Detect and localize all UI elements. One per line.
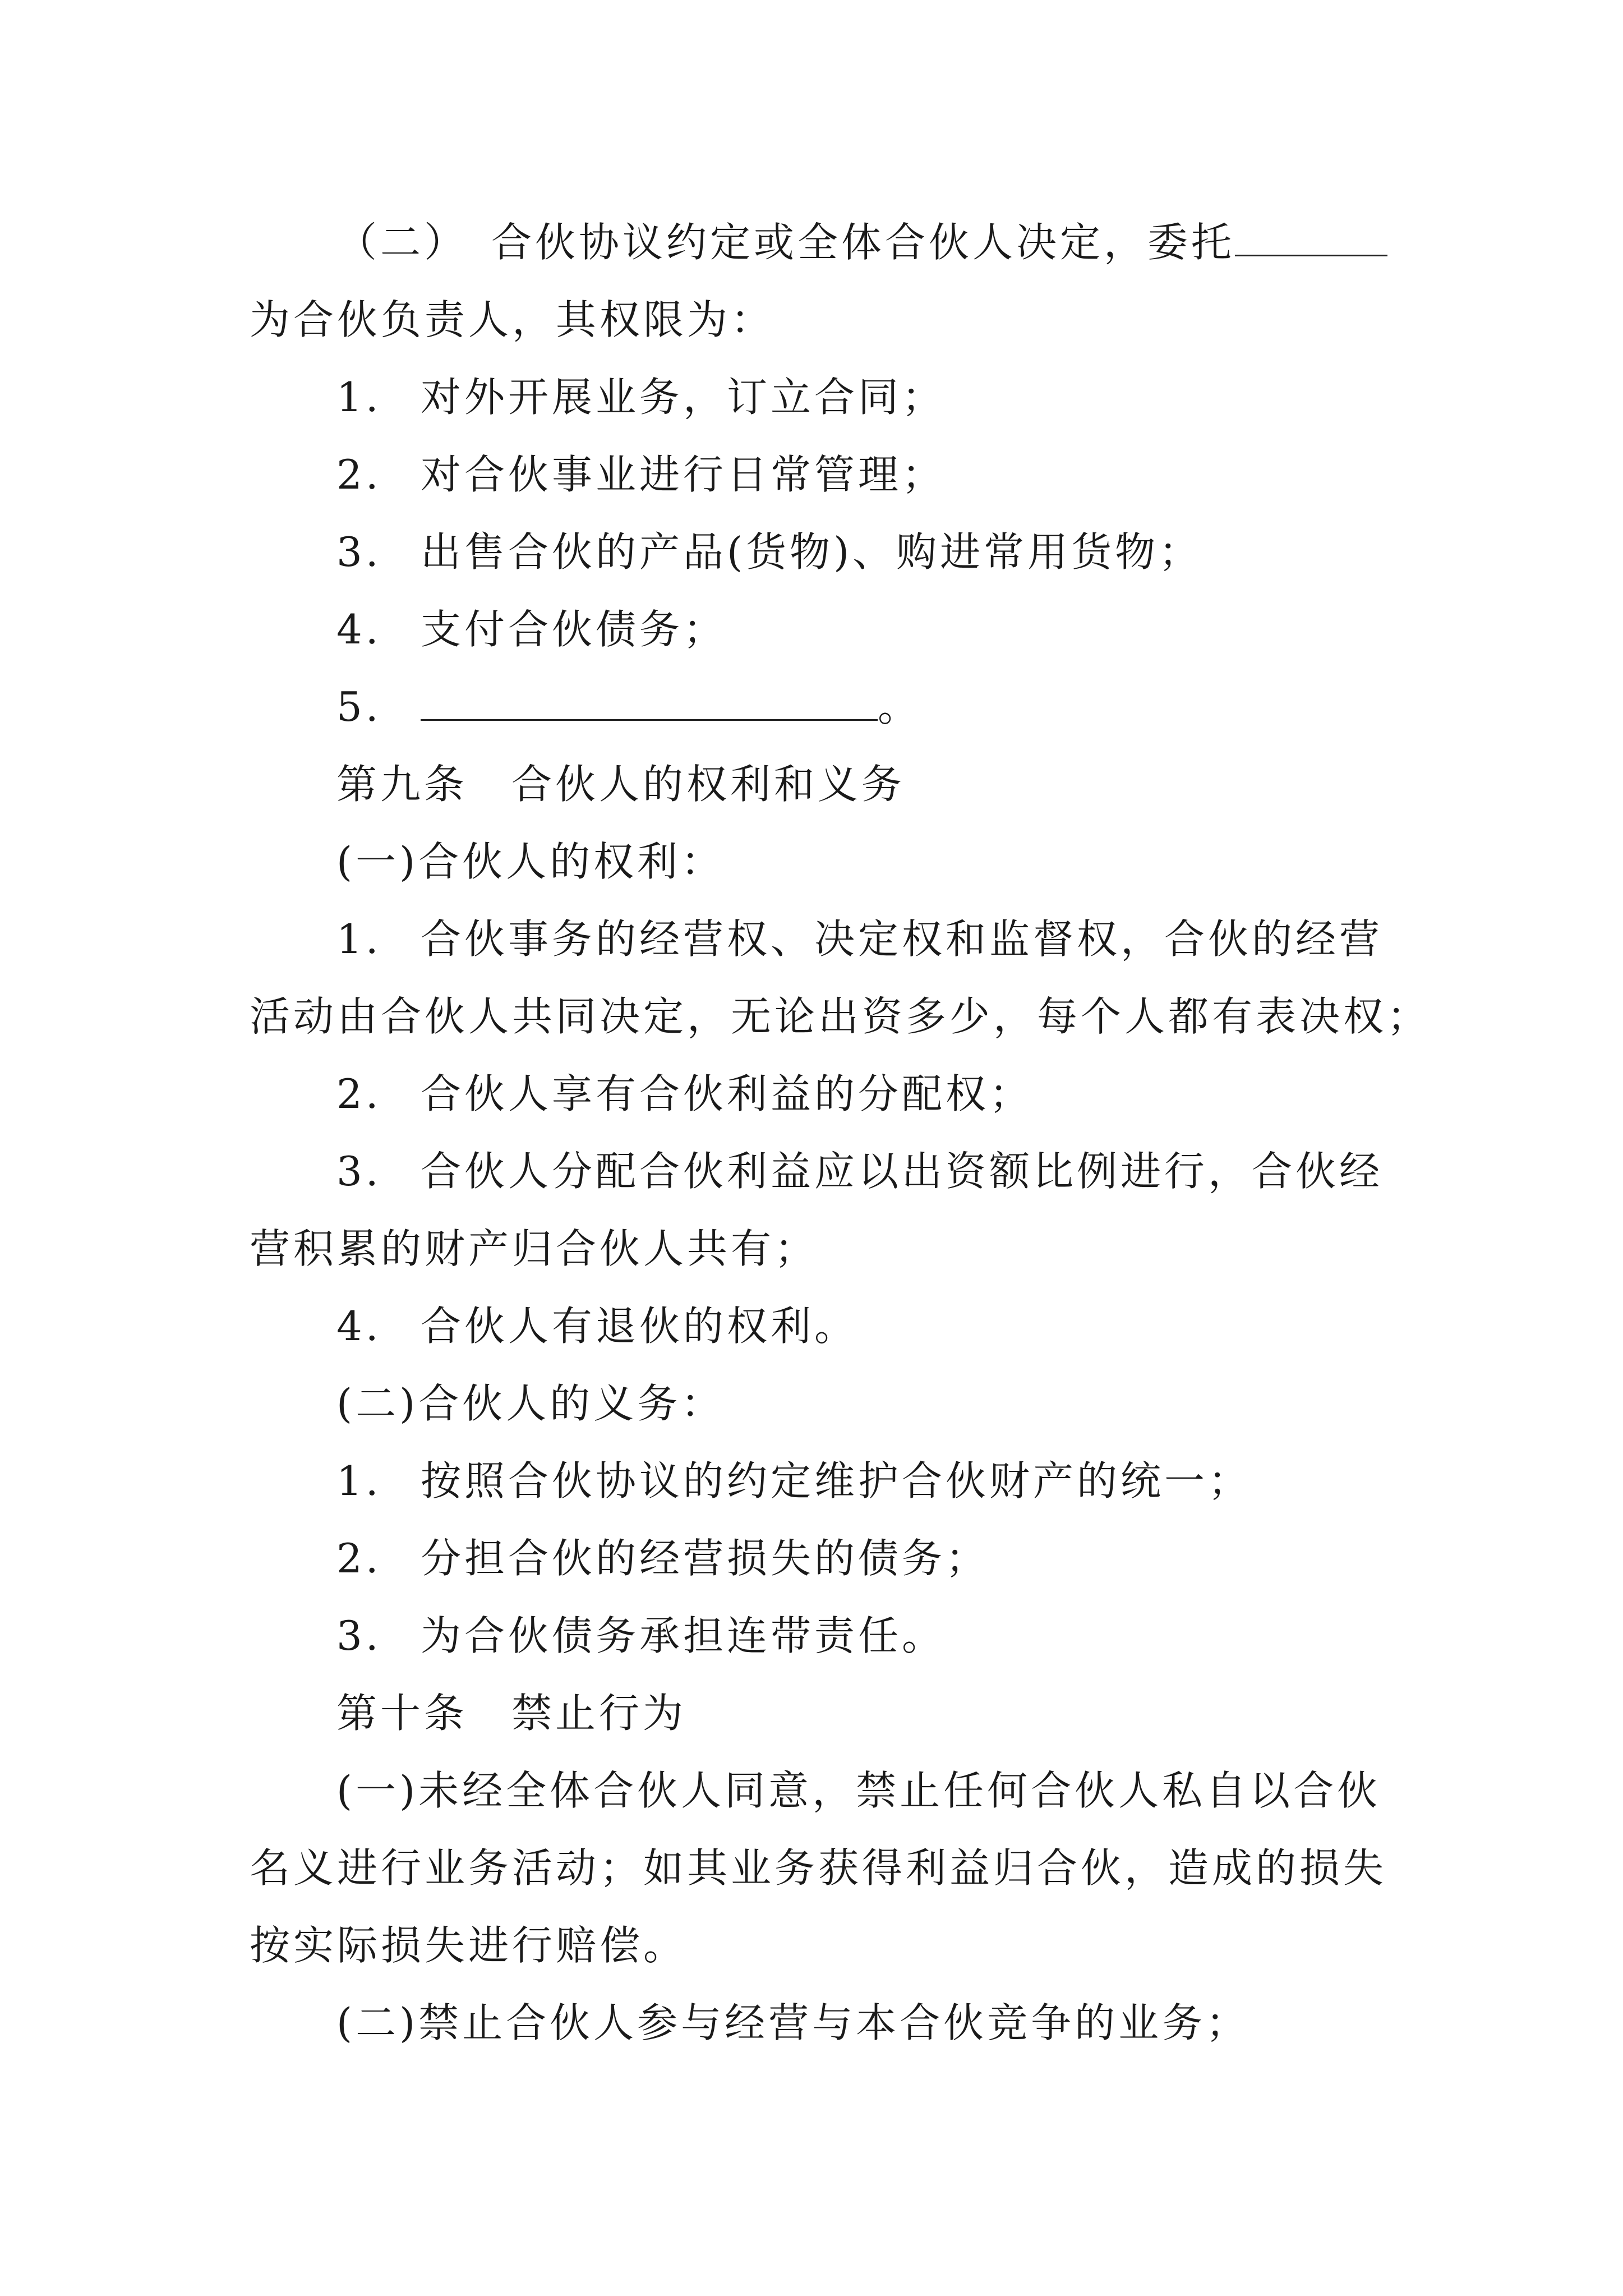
line-text: 对合伙事业进行日常管理； [421, 451, 946, 498]
paragraph-line [250, 988, 1431, 1045]
line-text: 合伙人享有合伙利益的分配权； [421, 1070, 1034, 1117]
line-text: 名义进行业务活动；如其业务获得利益归合伙，造成的损失 [250, 1844, 1387, 1892]
list-item [336, 601, 727, 657]
item-number: 4. [336, 606, 382, 653]
item-number: 5. [336, 683, 382, 730]
list-item [336, 1143, 1383, 1199]
line-text: 活动由合伙人共同决定，无论出资多少，每个人都有表决权； [250, 993, 1431, 1040]
list-item [336, 911, 1383, 967]
paragraph-line [336, 1995, 1249, 2051]
list-item [336, 1530, 989, 1586]
list-item [336, 679, 921, 735]
line-text: 。 [878, 683, 922, 730]
line-text: (二)禁止合伙人参与经营与本合伙竞争的业务； [336, 1999, 1250, 2046]
list-item [336, 369, 946, 425]
item-number: 1. [336, 915, 382, 963]
blank-underline [1235, 215, 1387, 256]
line-text: 第十条 禁止行为 [336, 1690, 687, 1737]
paragraph-line [336, 1763, 1381, 1819]
line-text: 为合伙负责人，其权限为： [250, 296, 775, 343]
line-text: 按实际损失进行赔偿。 [250, 1922, 688, 1969]
item-number: 2. [336, 1535, 382, 1582]
item-number: 1. [336, 374, 382, 421]
line-text: 分担合伙的经营损失的债务； [421, 1535, 990, 1582]
item-number: 3. [336, 1612, 382, 1659]
item-number: 4. [336, 1303, 382, 1350]
paragraph-line [250, 1917, 687, 1973]
paragraph-line [336, 214, 1387, 270]
item-number: 3. [336, 528, 382, 576]
line-text: （二） 合伙协议约定或全体合伙人决定，委托 [336, 219, 1235, 266]
list-item [336, 1298, 858, 1354]
section-heading [336, 756, 905, 812]
blank-underline [421, 680, 878, 721]
item-number: 1. [336, 1457, 382, 1504]
subsection-heading [336, 1375, 725, 1432]
subsection-heading [336, 834, 725, 890]
line-text: (一)合伙人的权利： [336, 838, 725, 885]
line-text: 合伙人分配合伙利益应以出资额比例进行，合伙经 [421, 1148, 1384, 1195]
paragraph-line [250, 292, 774, 348]
paragraph-line [250, 1221, 818, 1277]
list-item [336, 1453, 1252, 1509]
line-text: 为合伙债务承担连带责任。 [421, 1612, 946, 1659]
item-number: 2. [336, 451, 382, 498]
item-number: 2. [336, 1070, 382, 1117]
section-heading [336, 1685, 686, 1741]
line-text: 按照合伙协议的约定维护合伙财产的统一； [421, 1457, 1252, 1504]
list-item [336, 1608, 946, 1664]
paragraph-line [250, 1840, 1387, 1896]
list-item [336, 524, 1202, 580]
line-text: 出售合伙的产品(货物)、购进常用货物； [421, 528, 1203, 576]
line-text: 对外开展业务，订立合同； [421, 374, 946, 421]
line-text: (二)合伙人的义务： [336, 1380, 725, 1427]
line-text: 合伙事务的经营权、决定权和监督权，合伙的经营 [421, 915, 1384, 963]
list-item [336, 447, 946, 503]
line-text: 第九条 合伙人的权利和义务 [336, 761, 906, 808]
list-item [336, 1066, 1033, 1122]
item-number: 3. [336, 1148, 382, 1195]
line-text: (一)未经全体合伙人同意，禁止任何合伙人私自以合伙 [336, 1767, 1381, 1814]
line-text: 合伙人有退伙的权利。 [421, 1303, 859, 1350]
line-text: 营积累的财产归合伙人共有； [250, 1225, 819, 1272]
line-text: 支付合伙债务； [421, 606, 727, 653]
